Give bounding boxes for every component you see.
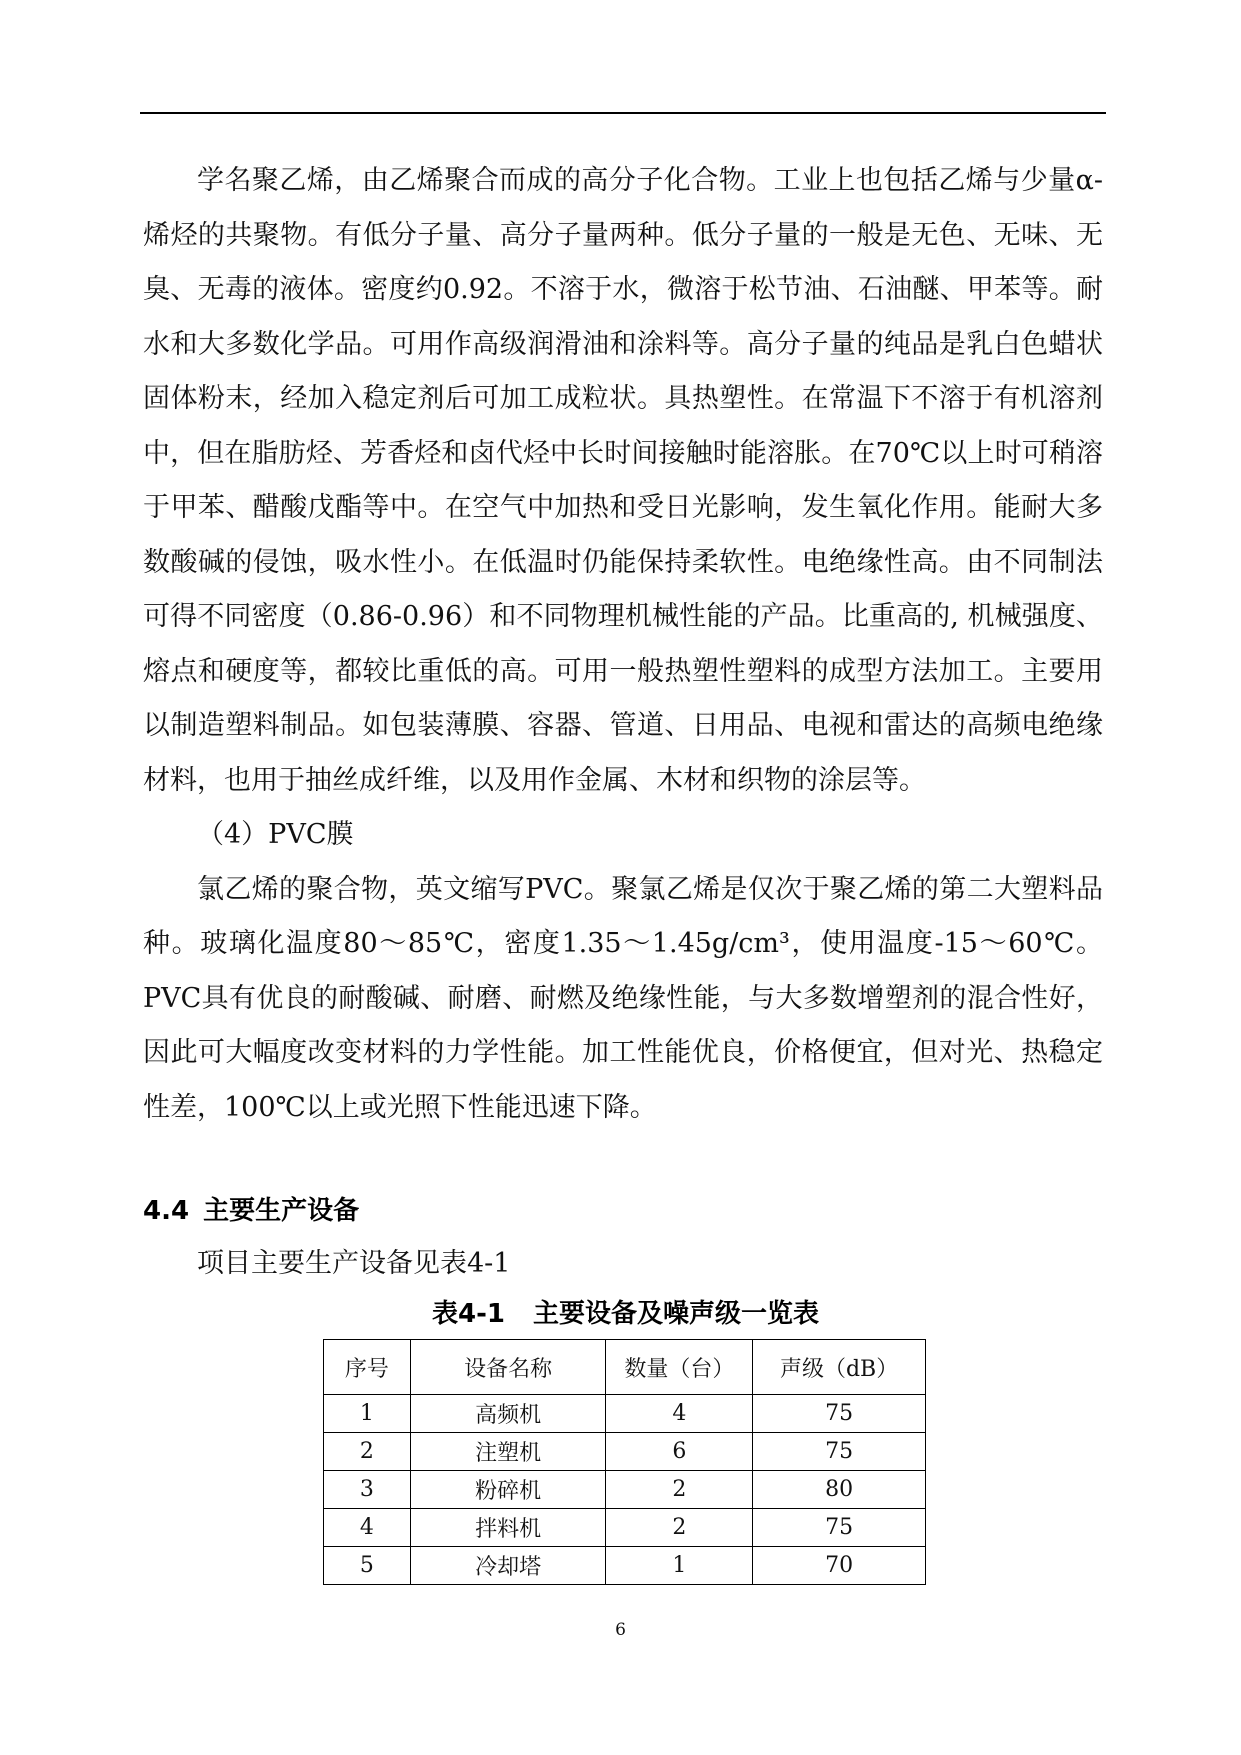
cell-index: 4 [324,1509,411,1547]
paragraph-pe-description: 学名聚乙烯，由乙烯聚合而成的高分子化合物。工业上也包括乙烯与少量α-烯烃的共聚物。有低分子量、高分子量两种。低分子量的一般是无色、无味、无臭、无毒的液体。密度约0.92。不溶于水，微溶于松节油、石油醚、甲苯等。耐水和大多数化学品。可用作高级润滑油和涂料等。高分子量的纯品是乳白色蜡状固体粉末，经加入稳定剂后可加工成粒状。具热塑性。在常温下不溶于有机溶剂中，但在脂肪烃、芳香烃和卤代烃中长时间接触时能溶胀。在70℃以上时可稍溶于甲苯、醋酸戊酯等中。在空气中加热和受日光影响，发生氧化作用。能耐大多数酸碱的侵蚀，吸水性小。在低温时仍能保持柔软性。电绝缘性高。由不同制法可得不同密度（0.86-0.96）和不同物理机械性能的产品。比重高的, 机械强度、熔点和硬度等，都较比重低的高。可用一般热塑性塑料的成型方法加工。主要用以制造塑料制品。如包装薄膜、容器、管道、日用品、电视和雷达的高频电绝缘材料，也用于抽丝成纤维，以及用作金属、木材和织物的涂层等。 [143,165,1103,796]
section-heading [143,1191,359,1231]
cell-equipment-name: 冷却塔 [410,1547,606,1585]
cell-sound-level: 80 [753,1471,926,1509]
paragraph-pvc-description: 氯乙烯的聚合物，英文缩写PVC。聚氯乙烯是仅次于聚乙烯的第二大塑料品种。玻璃化温度80～85℃，密度1.35～1.45g/cm³，使用温度-15～60℃。PVC具有优良的耐酸碱、耐磨、耐燃及绝缘性能，与大多数增塑剂的混合性好，因此可大幅度改变材料的力学性能。加工性能优良，价格便宜，但对光、热稳定性差，100℃以上或光照下性能迅速下降。 [143,873,1103,1123]
cell-equipment-name: 拌料机 [410,1509,606,1547]
cell-equipment-name: 高频机 [410,1395,606,1433]
table-number: 表4-1 [432,1299,505,1329]
cell-index: 2 [324,1433,411,1471]
cell-quantity: 2 [606,1509,753,1547]
page-number: 6 [615,1620,626,1640]
cell-quantity: 6 [606,1433,753,1471]
table-title: 主要设备及噪声级一览表 [532,1299,819,1329]
table-caption [0,1296,1241,1332]
section-number: 4.4 [143,1196,190,1226]
table-header-row [324,1340,926,1395]
cell-index: 5 [324,1547,411,1585]
table-row [324,1547,926,1585]
table-row [324,1471,926,1509]
cell-equipment-name: 粉碎机 [410,1471,606,1509]
cell-sound-level: 75 [753,1395,926,1433]
header-quantity: 数量（台） [606,1340,753,1395]
cell-index: 1 [324,1395,411,1433]
cell-index: 3 [324,1471,411,1509]
cell-quantity: 1 [606,1547,753,1585]
cell-quantity: 4 [606,1395,753,1433]
cell-equipment-name: 注塑机 [410,1433,606,1471]
section-intro: 项目主要生产设备见表4-1 [197,1248,511,1279]
header-index: 序号 [324,1340,411,1395]
table-row [324,1433,926,1471]
header-equipment-name: 设备名称 [410,1340,606,1395]
header-sound-level: 声级（dB） [753,1340,926,1395]
cell-sound-level: 70 [753,1547,926,1585]
pvc-subheading: （4）PVC膜 [197,819,354,850]
table-row [324,1395,926,1433]
table-row [324,1509,926,1547]
cell-sound-level: 75 [753,1433,926,1471]
cell-sound-level: 75 [753,1509,926,1547]
header-rule [140,112,1106,114]
cell-quantity: 2 [606,1471,753,1509]
body-text [143,154,1103,1135]
equipment-table [323,1339,926,1585]
section-title: 主要生产设备 [203,1196,360,1226]
